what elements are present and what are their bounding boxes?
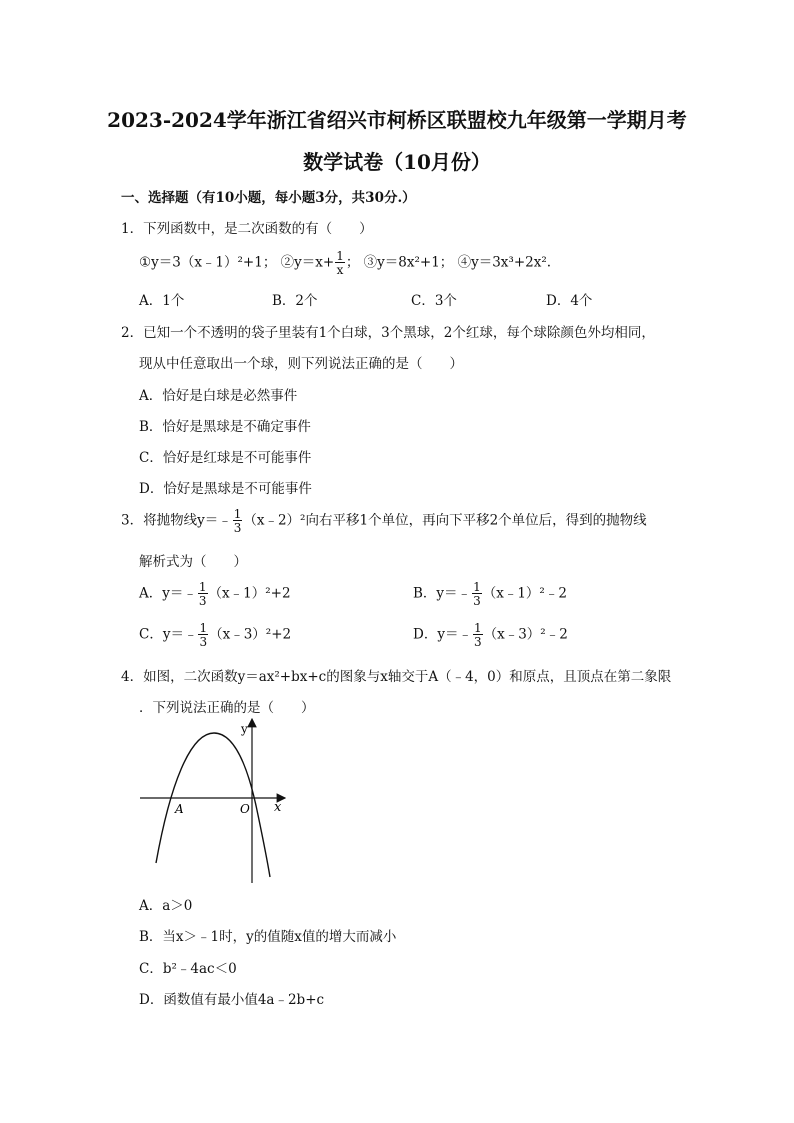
q4-stem-line2: ．下列说法正确的是（ ） bbox=[139, 700, 315, 716]
q2-stem-line2: 现从中任意取出一个球，则下列说法正确的是（ ） bbox=[139, 356, 463, 372]
q3-stem-post: （x﹣2）²向右平移1个单位，再向下平移2个单位后，得到的抛物线 bbox=[243, 512, 647, 529]
doc-title-line2: 数学试卷（10月份） bbox=[303, 150, 491, 174]
q3-frac-den: 3 bbox=[233, 521, 242, 535]
q1-f4: ④y＝3x³+2x². bbox=[457, 254, 552, 271]
q2-option-b: B．恰好是黑球是不确定事件 bbox=[139, 419, 311, 435]
q3-opt-a-prefix: A．y＝﹣ bbox=[139, 585, 197, 602]
x-axis-label: x bbox=[274, 800, 282, 815]
q3-stem-fraction bbox=[233, 508, 243, 534]
q3-opt-d-fraction bbox=[473, 622, 483, 648]
q3-opt-a-suffix: （x﹣1）²+2 bbox=[208, 585, 291, 602]
q3-frac-num: 1 bbox=[233, 507, 242, 521]
q4-option-c: C．b²﹣4ac＜0 bbox=[139, 961, 237, 977]
doc-title-line1: 2023-2024学年浙江省绍兴市柯桥区联盟校九年级第一学期月考 bbox=[107, 108, 687, 132]
q1-option-c: C．3个 bbox=[411, 293, 457, 309]
q3-option-a bbox=[139, 581, 291, 607]
q3-opt-b-prefix: B．y＝﹣ bbox=[413, 585, 472, 602]
q3-opt-d-prefix: D．y＝﹣ bbox=[413, 626, 472, 643]
q3-stem-pre: 3．将抛物线y＝﹣ bbox=[121, 512, 232, 529]
q3-opt-b-fraction bbox=[472, 581, 482, 607]
q3-opt-a-num: 1 bbox=[198, 580, 207, 594]
q2-option-c: C．恰好是红球是不可能事件 bbox=[139, 450, 312, 466]
q3-option-b bbox=[413, 581, 567, 607]
q1-f1: ①y＝3（x﹣1）²+1； bbox=[139, 254, 277, 271]
section-heading: 一、选择题（有10小题，每小题3分，共30分.） bbox=[121, 190, 416, 206]
q3-opt-b-den: 3 bbox=[473, 594, 481, 608]
q3-opt-b-num: 1 bbox=[473, 580, 481, 594]
q1-functions bbox=[139, 250, 551, 276]
q1-option-b: B．2个 bbox=[272, 293, 318, 309]
q4-parabola-figure bbox=[130, 715, 300, 890]
q3-opt-c-num: 1 bbox=[199, 621, 208, 635]
q1-option-a: A．1个 bbox=[139, 293, 185, 309]
q1-fraction bbox=[335, 250, 345, 276]
q3-stem-line2: 解析式为（ ） bbox=[139, 554, 247, 570]
q4-option-d: D．函数值有最小值4a﹣2b+c bbox=[139, 992, 325, 1008]
q4-option-b: B．当x＞﹣1时，y的值随x值的增大而减小 bbox=[139, 929, 397, 945]
q4-stem-line1: 4．如图，二次函数y＝ax²+bx+c的图象与x轴交于A（﹣4，0）和原点，且顶点在第二象限 bbox=[121, 669, 672, 685]
q3-opt-a-fraction bbox=[198, 581, 208, 607]
q1-f2-pre: ②y＝x+ bbox=[280, 254, 335, 271]
q4-option-a: A．a＞0 bbox=[139, 898, 193, 914]
q3-opt-d-suffix: （x﹣3）²﹣2 bbox=[483, 626, 568, 643]
q2-option-d: D．恰好是黑球是不可能事件 bbox=[139, 481, 312, 497]
q1-stem: 1．下列函数中，是二次函数的有（ ） bbox=[121, 221, 373, 237]
y-axis-label: y bbox=[241, 722, 248, 736]
q3-opt-d-num: 1 bbox=[473, 621, 482, 635]
q3-opt-a-den: 3 bbox=[198, 594, 207, 608]
q3-opt-d-den: 3 bbox=[473, 635, 482, 649]
parabola-curve bbox=[156, 733, 270, 877]
q1-f3: ③y＝8x²+1； bbox=[363, 254, 454, 271]
q1-frac-num: 1 bbox=[336, 249, 344, 263]
q1-frac-den: x bbox=[336, 263, 344, 277]
q3-opt-c-den: 3 bbox=[199, 635, 208, 649]
q3-opt-c-prefix: C．y＝﹣ bbox=[139, 626, 198, 643]
q2-stem-line1: 2．已知一个不透明的袋子里装有1个白球，3个黑球，2个红球，每个球除颜色外均相同， bbox=[121, 325, 655, 341]
q1-f2-post: ； bbox=[345, 254, 360, 271]
q3-option-c bbox=[139, 622, 291, 648]
origin-label: O bbox=[240, 802, 250, 816]
q3-opt-c-fraction bbox=[198, 622, 208, 648]
q2-option-a: A．恰好是白球是必然事件 bbox=[139, 388, 298, 404]
q3-opt-c-suffix: （x﹣3）²+2 bbox=[209, 626, 292, 643]
point-a-label: A bbox=[175, 802, 184, 816]
q1-option-d: D．4个 bbox=[546, 293, 593, 309]
q3-opt-b-suffix: （x﹣1）²﹣2 bbox=[482, 585, 567, 602]
q3-option-d bbox=[413, 622, 568, 648]
q3-stem-line1 bbox=[121, 508, 647, 534]
